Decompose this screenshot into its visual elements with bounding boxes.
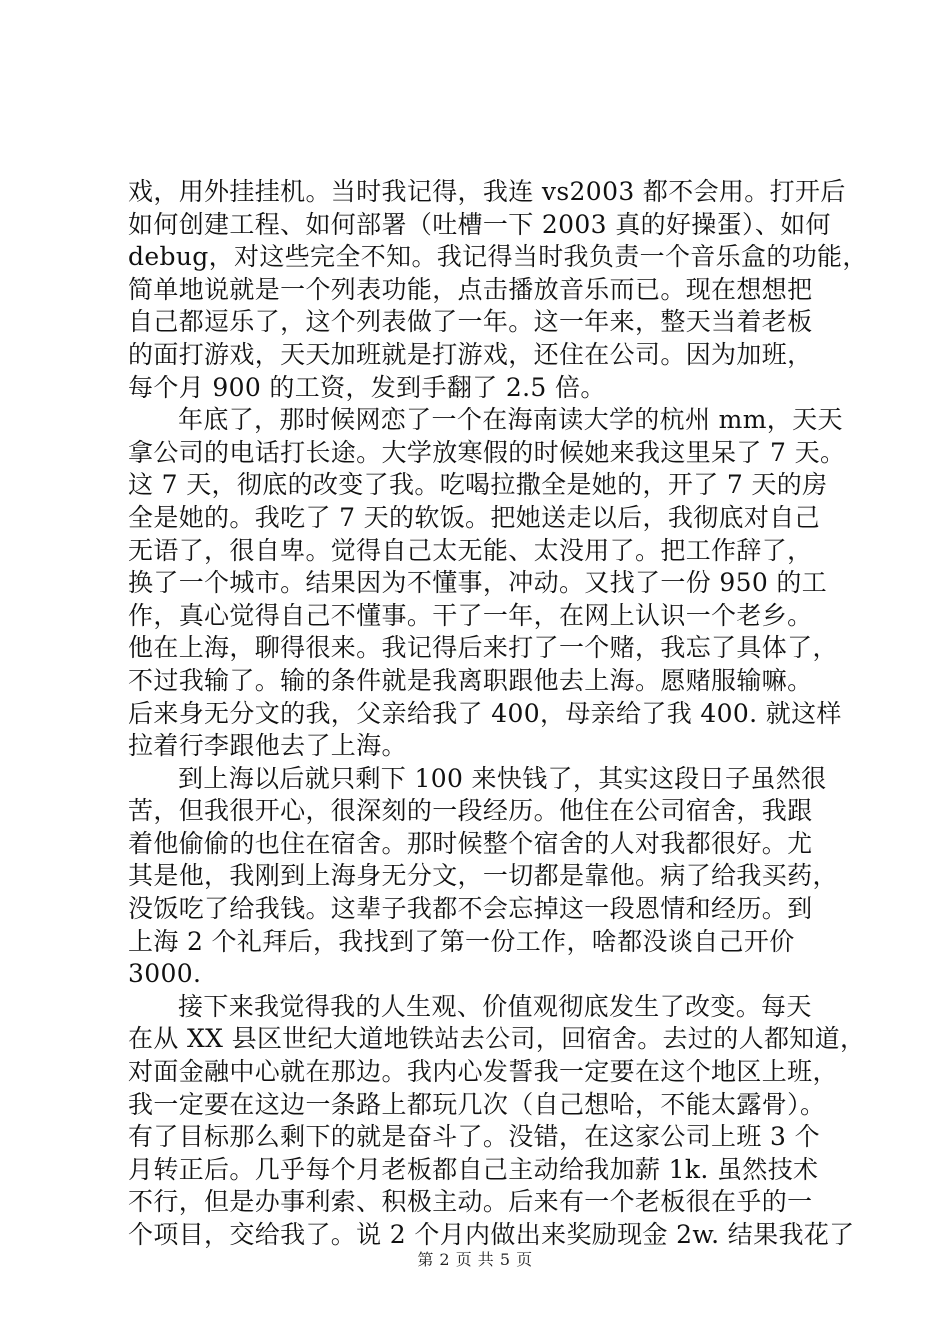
text-line: 的面打游戏，天天加班就是打游戏，还住在公司。因为加班， [128,339,813,369]
text-line: 全是她的。我吃了 7 天的软饭。把她送走以后，我彻底对自己 [128,502,820,532]
page-number-footer: 第 2 页 共 5 页 [417,1250,533,1269]
text-line: 后来身无分文的我，父亲给我了 400，母亲给了我 400. 就这样 [128,698,842,728]
text-line: 每个月 900 的工资，发到手翻了 2.5 倍。 [128,372,606,402]
text-line: 这 7 天，彻底的改变了我。吃喝拉撒全是她的，开了 7 天的房 [128,470,828,500]
text-line: 换了一个城市。结果因为不懂事，冲动。又找了一份 950 的工 [128,568,828,598]
document-body [128,176,868,1252]
text-line: 着他偷偷的也住在宿舍。那时候整个宿舍的人对我都很好。尤 [128,828,813,858]
text-line: 有了目标那么剩下的就是奋斗了。没错，在这家公司上班 3 个 [128,1122,820,1152]
text-line: 拿公司的电话打长途。大学放寒假的时候她来我这里呆了 7 天。 [128,437,846,467]
paragraph-start-line: 到上海以后就只剩下 100 来快钱了，其实这段日子虽然很 [178,763,827,793]
text-line: 苦，但我很开心，很深刻的一段经历。他住在公司宿舍，我跟 [128,796,813,826]
text-line: debug，对这些完全不知。我记得当时我负责一个音乐盒的功能， [128,242,868,272]
text-line: 自己都逗乐了，这个列表做了一年。这一年来，整天当着老板 [128,307,813,337]
text-line: 3000. [128,959,202,989]
text-line: 他在上海，聊得很来。我记得后来打了一个赌，我忘了具体了， [128,633,838,663]
text-line: 不行，但是办事利索、积极主动。后来有一个老板很在乎的一 [128,1187,813,1217]
text-line: 月转正后。几乎每个月老板都自己主动给我加薪 1k. 虽然技术 [128,1154,819,1184]
text-line: 戏，用外挂挂机。当时我记得，我连 vs2003 都不会用。打开后 [128,177,846,206]
text-line: 在从 XX 县区世纪大道地铁站去公司，回宿舍。去过的人都知道， [128,1024,866,1054]
text-line: 个项目，交给我了。说 2 个月内做出来奖励现金 2w. 结果我花了 [128,1220,855,1249]
text-line: 简单地说就是一个列表功能，点击播放音乐而已。现在想想把 [128,274,813,304]
text-line: 其是他，我刚到上海身无分文，一切都是靠他。病了给我买药， [128,861,838,891]
text-line: 作，真心觉得自己不懂事。干了一年，在网上认识一个老乡。 [128,600,813,630]
paragraph-start-line: 接下来我觉得我的人生观、价值观彻底发生了改变。每天 [178,991,812,1021]
text-line: 不过我输了。输的条件就是我离职跟他去上海。愿赌服输嘛。 [128,665,813,695]
text-line: 拉着行李跟他去了上海。 [128,731,407,761]
paragraph-start-line: 年底了，那时候网恋了一个在海南读大学的杭州 mm，天天 [178,405,843,435]
text-line: 我一定要在这边一条路上都玩几次（自己想哈，不能太露骨）。 [128,1089,826,1119]
text-line: 对面金融中心就在那边。我内心发誓我一定要在这个地区上班， [128,1057,838,1087]
text-line: 没饭吃了给我钱。这辈子我都不会忘掉这一段恩情和经历。到 [128,894,813,924]
text-line: 无语了，很自卑。觉得自己太无能、太没用了。把工作辞了， [128,535,813,565]
text-line: 如何创建工程、如何部署（吐槽一下 2003 真的好操蛋）、如何 [128,209,831,239]
text-line: 上海 2 个礼拜后，我找到了第一份工作，啥都没谈自己开价 [128,926,795,956]
